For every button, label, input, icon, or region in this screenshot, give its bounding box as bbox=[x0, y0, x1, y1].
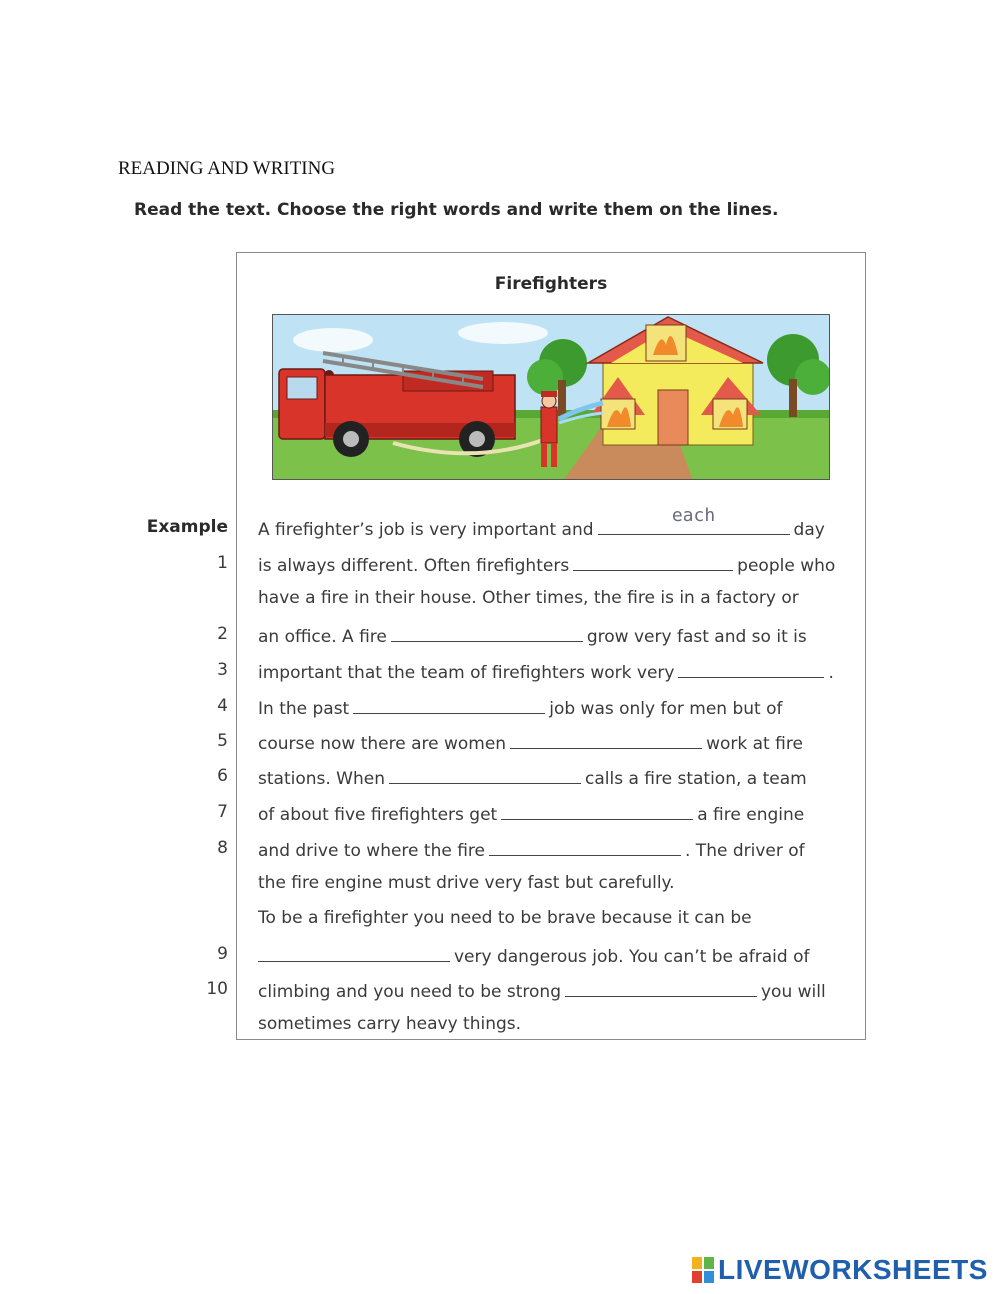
text-line-2 bbox=[258, 624, 858, 647]
answer-blank-2[interactable] bbox=[391, 624, 583, 642]
text-segment: very dangerous job. You can’t be afraid of bbox=[454, 947, 810, 967]
text-segment: and drive to where the fire bbox=[258, 841, 485, 861]
text-segment: day bbox=[793, 520, 825, 540]
answer-blank-10[interactable] bbox=[565, 979, 757, 997]
text-segment: a fire engine bbox=[697, 805, 805, 825]
text-segment: calls a fire station, a team bbox=[585, 769, 807, 789]
item-number-4: 4 bbox=[217, 696, 228, 716]
answer-blank-7[interactable] bbox=[501, 802, 693, 820]
text-segment: grow very fast and so it is bbox=[586, 627, 807, 647]
text-segment: is always different. Often firefighters bbox=[258, 556, 570, 576]
answer-blank-example bbox=[598, 505, 790, 535]
text-segment: A firefighter’s job is very important and bbox=[258, 520, 594, 540]
answer-blank-6[interactable] bbox=[389, 766, 581, 784]
text-line-9-intro bbox=[258, 908, 858, 928]
item-number-5: 5 bbox=[217, 731, 228, 751]
liveworksheets-logo bbox=[692, 1253, 988, 1287]
answer-blank-5[interactable] bbox=[510, 731, 702, 749]
item-number-8: 8 bbox=[217, 838, 228, 858]
liveworksheets-logo-icon bbox=[692, 1257, 714, 1283]
firefighters-illustration bbox=[272, 314, 830, 480]
text-line-9 bbox=[258, 944, 858, 967]
instructions: Read the text. Choose the right words and write them on the lines. bbox=[134, 200, 779, 220]
text-title: Firefighters bbox=[494, 274, 608, 294]
example-answer: each bbox=[671, 505, 716, 526]
text-segment: the fire engine must drive very fast but carefully. bbox=[258, 873, 675, 893]
logo-text: LIVEWORKSHEETS bbox=[718, 1254, 988, 1285]
item-number-7: 7 bbox=[217, 802, 228, 822]
answer-blank-8[interactable] bbox=[489, 838, 681, 856]
text-segment: you will bbox=[760, 982, 826, 1002]
text-segment: To be a firefighter you need to be brave because it can be bbox=[258, 908, 752, 928]
text-segment: sometimes carry heavy things. bbox=[258, 1014, 522, 1034]
answer-blank-3[interactable] bbox=[678, 660, 824, 678]
text-line-1b bbox=[258, 588, 858, 608]
text-segment: . The driver of bbox=[685, 841, 805, 861]
text-line-example bbox=[258, 505, 858, 540]
page-heading: READING AND WRITING bbox=[118, 158, 336, 179]
item-number-10: 10 bbox=[206, 979, 228, 999]
text-line-10 bbox=[258, 979, 858, 1002]
text-line-5 bbox=[258, 731, 858, 754]
item-number-9: 9 bbox=[217, 944, 228, 964]
item-number-1: 1 bbox=[217, 553, 228, 573]
text-segment: job was only for men but of bbox=[549, 699, 783, 719]
example-label: Example bbox=[146, 517, 228, 537]
answer-blank-9[interactable] bbox=[258, 944, 450, 962]
text-line-1 bbox=[258, 553, 858, 576]
answer-blank-1[interactable] bbox=[573, 553, 733, 571]
fire-scene-image bbox=[273, 315, 830, 480]
text-line-6 bbox=[258, 766, 858, 789]
text-line-7 bbox=[258, 802, 858, 825]
text-segment: climbing and you need to be strong bbox=[258, 982, 561, 1002]
text-line-8 bbox=[258, 838, 858, 861]
answer-blank-4[interactable] bbox=[353, 696, 545, 714]
text-segment: important that the team of firefighters work very bbox=[258, 663, 675, 683]
text-line-10b bbox=[258, 1014, 858, 1034]
text-segment: stations. When bbox=[258, 769, 385, 789]
text-segment: people who bbox=[737, 556, 836, 576]
text-line-3 bbox=[258, 660, 858, 683]
item-number-6: 6 bbox=[217, 766, 228, 786]
text-segment: In the past bbox=[258, 699, 350, 719]
text-segment: have a fire in their house. Other times, the fire is in a factory or bbox=[258, 588, 799, 608]
text-segment: an office. A fire bbox=[258, 627, 387, 647]
text-segment: course now there are women bbox=[258, 734, 507, 754]
text-segment: of about five firefighters get bbox=[258, 805, 498, 825]
text-segment: . bbox=[828, 663, 834, 683]
item-number-2: 2 bbox=[217, 624, 228, 644]
text-line-8b bbox=[258, 873, 858, 893]
text-line-4 bbox=[258, 696, 858, 719]
item-number-3: 3 bbox=[217, 660, 228, 680]
text-segment: work at fire bbox=[706, 734, 803, 754]
